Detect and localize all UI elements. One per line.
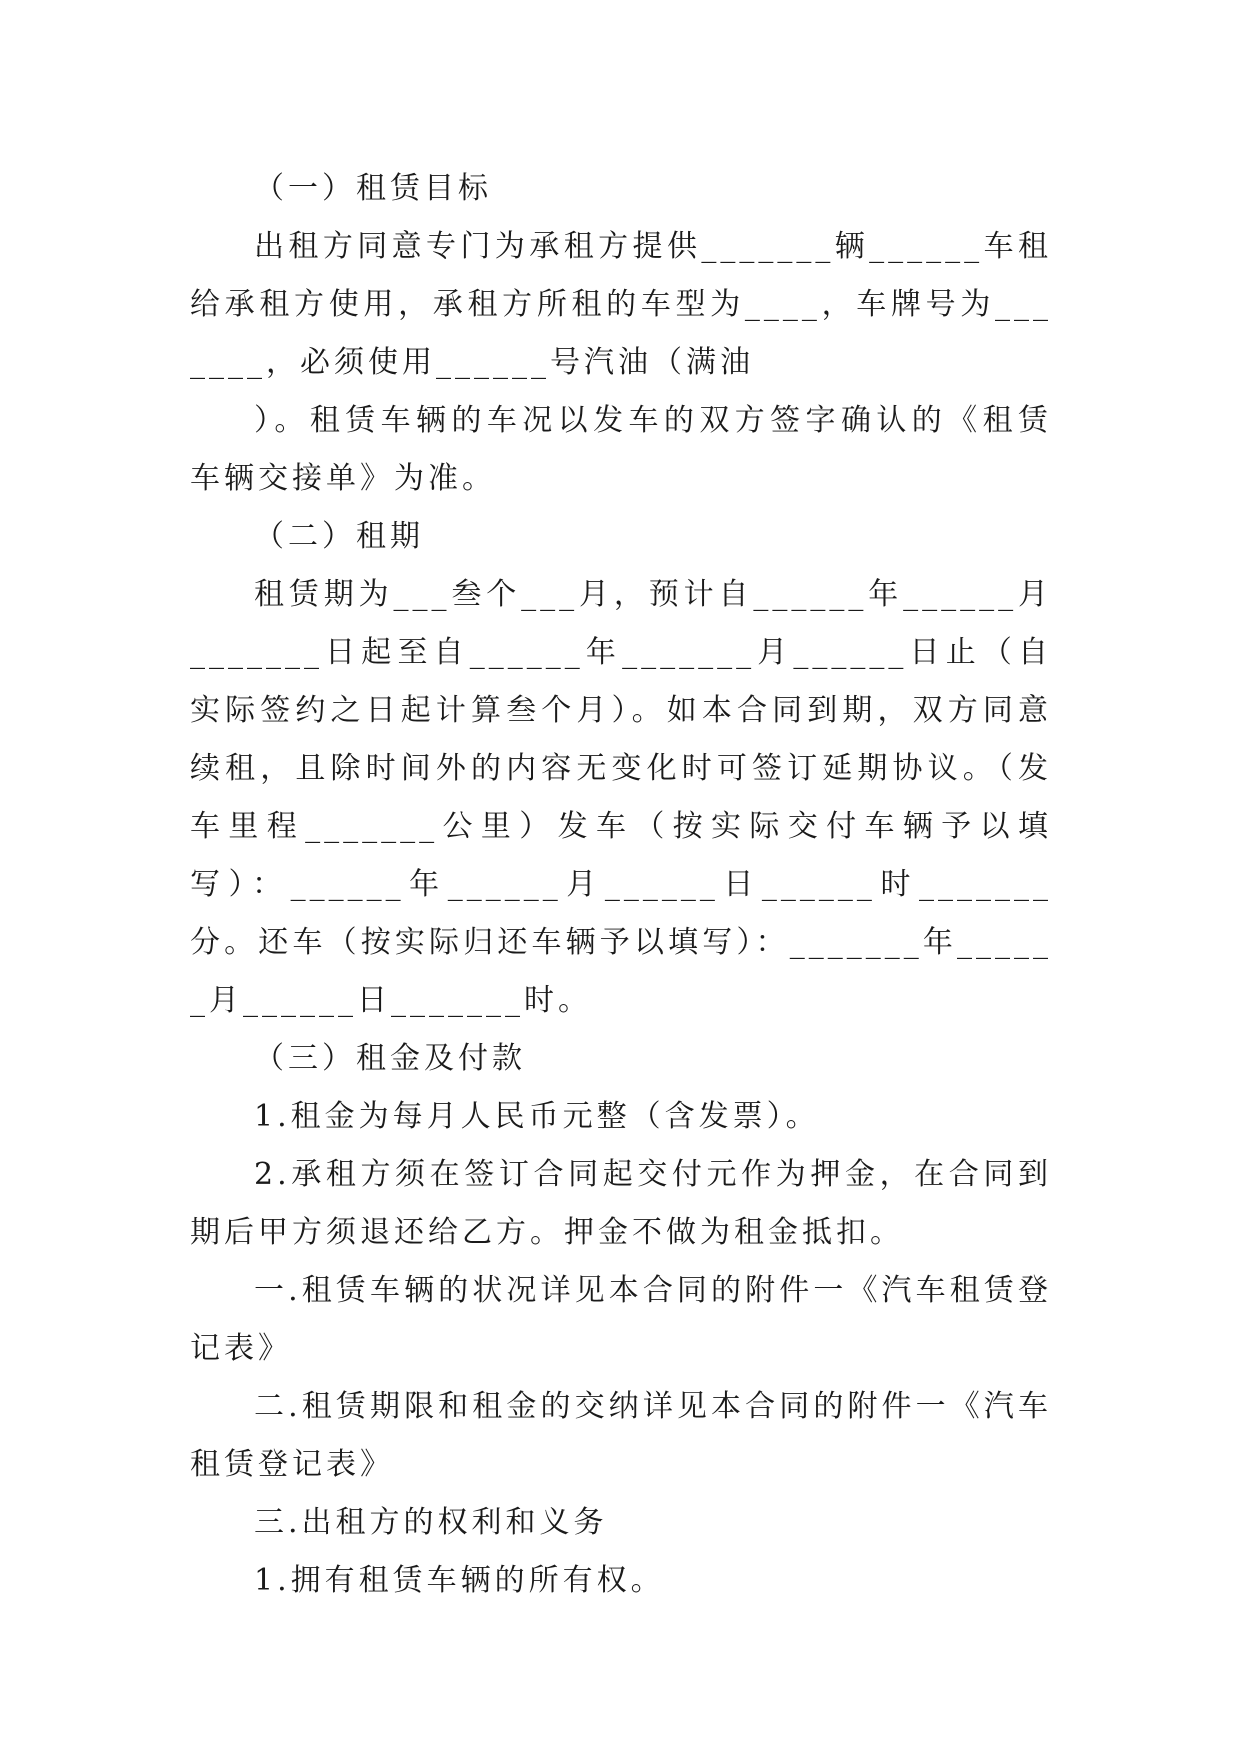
paragraph-vehicle-condition: ）。租赁车辆的车况以发车的双方签字确认的《租赁车辆交接单》为准。 xyxy=(190,403,1052,496)
paragraph-vehicle-provision: 出租方同意专门为承租方提供_______辆______车租给承租方使用，承租方所租的车型为____，车牌号为_______，必须使用______号汽油（满油 xyxy=(190,229,1052,380)
paragraph-vehicle-status-annex: 一.租赁车辆的状况详见本合同的附件一《汽车租赁登记表》 xyxy=(190,1273,1052,1366)
section-heading-lessor-rights: 三.出租方的权利和义务 xyxy=(254,1505,608,1540)
paragraph-rental-period: 租赁期为___叁个___月，预计自______年______月_______日起至自______年_______月______日止（自实际签约之日起计算叁个月）。如本合同到期，双方同意续租，且除时间外的内容无变化时可签订延期协议。（发车里程_______公里）发车（按实际交付车辆予以填写）：______年______月______日______时_______分。还车（按实际归还车辆予以填写）：_______年______月______日_______时。 xyxy=(190,577,1052,1018)
paragraph-ownership: 1.拥有租赁车辆的所有权。 xyxy=(254,1563,665,1598)
section-heading-rental-period: （二）租期 xyxy=(254,519,424,554)
document-body xyxy=(190,160,1052,1610)
section-heading-rental-target: （一）租赁目标 xyxy=(254,171,492,206)
section-heading-rent-payment: （三）租金及付款 xyxy=(254,1041,526,1076)
paragraph-monthly-rent: 1.租金为每月人民币元整（含发票）。 xyxy=(254,1099,820,1134)
paragraph-term-rent-annex: 二.租赁期限和租金的交纳详见本合同的附件一《汽车租赁登记表》 xyxy=(190,1389,1052,1482)
paragraph-deposit: 2.承租方须在签订合同起交付元作为押金，在合同到期后甲方须退还给乙方。押金不做为租金抵扣。 xyxy=(190,1157,1052,1250)
